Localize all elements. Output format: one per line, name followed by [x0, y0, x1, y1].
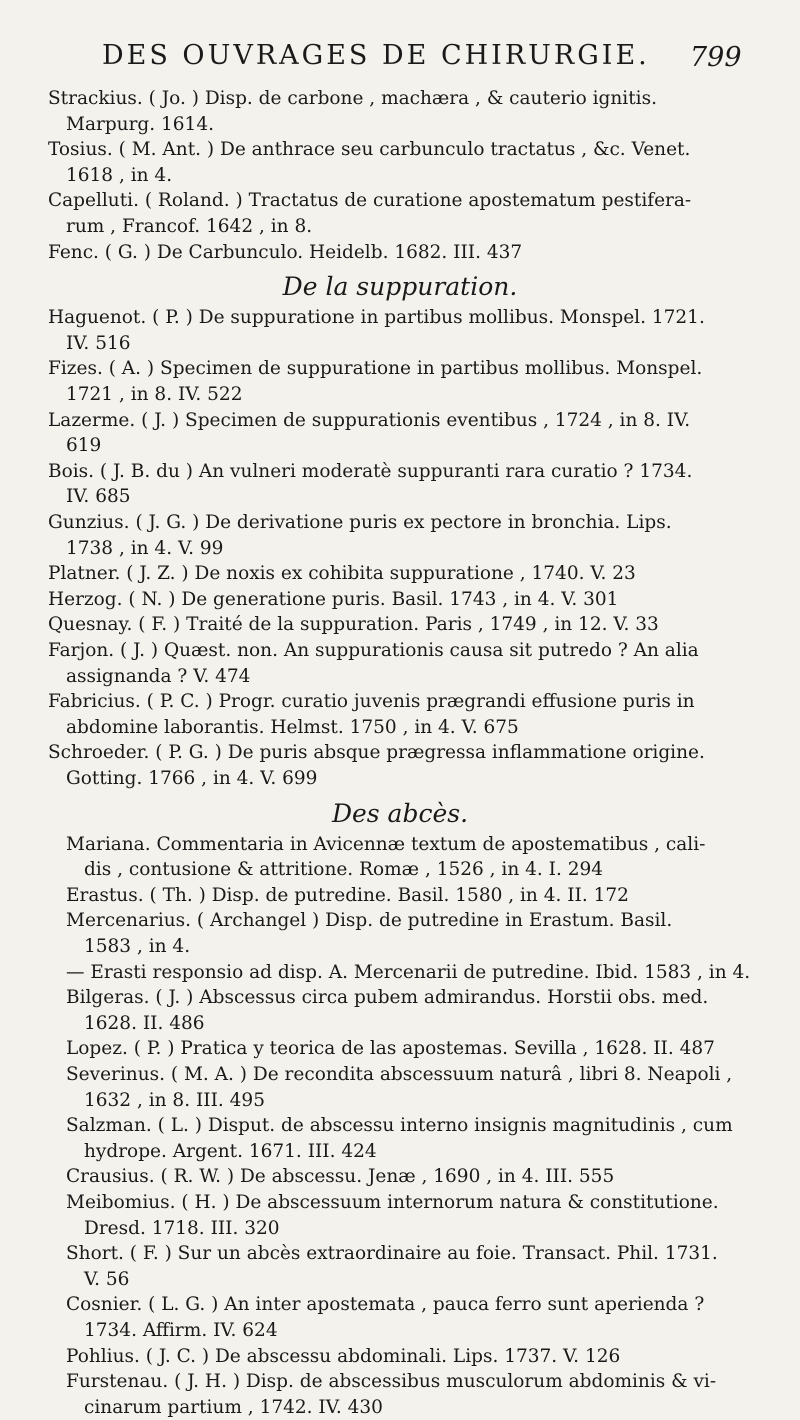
- bibliography-entry: [48, 86, 756, 137]
- bibliography-entry: [66, 883, 756, 909]
- entry-line: Schroeder. ( P. G. ) De puris absque prægressa inflammatione origine.: [48, 742, 705, 764]
- section-heading: De la suppuration.: [282, 272, 518, 302]
- entry-line: 1583 , in 4.: [84, 935, 191, 957]
- entry-line: Quesnay. ( F. ) Traité de la suppuration. Paris , 1749 , in 12. V. 33: [48, 614, 659, 636]
- bibliography-entry: [66, 1062, 756, 1113]
- entry-line: Erastus. ( Th. ) Disp. de putredine. Basil. 1580 , in 4. II. 172: [66, 884, 629, 906]
- entry-line: Tosius. ( M. Ant. ) De anthrace seu carbunculo tractatus , &c. Venet.: [48, 139, 691, 161]
- bibliography-entry: [66, 1036, 756, 1062]
- entry-line: rum , Francof. 1642 , in 8.: [66, 215, 313, 237]
- bibliography-entry: [66, 1241, 756, 1292]
- entry-line: V. 56: [84, 1268, 130, 1290]
- page-header: [0, 40, 800, 80]
- entry-line: Dresd. 1718. III. 320: [84, 1217, 280, 1239]
- bibliography-entry: [66, 1113, 756, 1164]
- entry-line: Furstenau. ( J. H. ) Disp. de abscessibus musculorum abdominis & vi-: [66, 1371, 717, 1393]
- entry-line: Strackius. ( Jo. ) Disp. de carbone , machæra , & cauterio ignitis.: [48, 88, 657, 109]
- entry-line: 1632 , in 8. III. 495: [84, 1089, 265, 1111]
- bibliography-entry: [48, 587, 756, 613]
- entry-line: Meibomius. ( H. ) De abscessuum internorum natura & constitutione.: [66, 1192, 719, 1213]
- entry-line: Salzman. ( L. ) Disput. de abscessu interno insignis magnitudinis , cum: [66, 1115, 733, 1137]
- entry-line: Mariana. Commentaria in Avicennæ textum de apostematibus , cali-: [66, 833, 706, 855]
- bibliography-entry: [66, 1164, 756, 1190]
- entry-line: Severinus. ( M. A. ) De recondita abscessuum naturâ , libri 8. Neapoli ,: [66, 1064, 733, 1085]
- entry-line: Herzog. ( N. ) De generatione puris. Basil. 1743 , in 4. V. 301: [48, 588, 619, 610]
- bibliography-entry: [48, 459, 756, 510]
- entry-line: IV. 685: [66, 486, 131, 508]
- entry-line: 1734. Affirm. IV. 624: [84, 1319, 278, 1341]
- bibliography-entry: [66, 1344, 756, 1370]
- section-heading: Des abcès.: [331, 798, 469, 828]
- bibliography-entry: [48, 740, 756, 791]
- bibliography-entry: [48, 689, 756, 740]
- bibliography-entry: [66, 1190, 756, 1241]
- entry-line: assignanda ? V. 474: [66, 665, 251, 687]
- entry-line: IV. 516: [66, 332, 131, 354]
- bibliography-entry: [48, 561, 756, 587]
- entry-line: 1721 , in 8. IV. 522: [66, 383, 243, 405]
- entry-line: dis , contusione & attritione. Romæ , 1526 , in 4. I. 294: [84, 859, 604, 881]
- entry-line: Bilgeras. ( J. ) Abscessus circa pubem admirandus. Horstii obs. med.: [66, 987, 709, 1009]
- entry-line: Haguenot. ( P. ) De suppuratione in partibus mollibus. Monspel. 1721.: [48, 307, 705, 329]
- entry-line: hydrope. Argent. 1671. III. 424: [84, 1140, 377, 1162]
- bibliography-entry: [66, 960, 756, 986]
- entry-line: Fenc. ( G. ) De Carbunculo. Heidelb. 1682. III. 437: [48, 241, 523, 263]
- entry-line: 1738 , in 4. V. 99: [66, 537, 224, 559]
- entry-line: 1628. II. 486: [84, 1012, 205, 1034]
- bibliography-entry: [66, 985, 756, 1036]
- entry-line: Short. ( F. ) Sur un abcès extraordinaire au foie. Transact. Phil. 1731.: [66, 1243, 718, 1265]
- entry-line: abdomine laborantis. Helmst. 1750 , in 4. V. 675: [66, 716, 519, 738]
- bibliography-entry: [48, 612, 756, 638]
- bibliography-entry: [48, 137, 756, 188]
- bibliography-entry: [66, 832, 756, 883]
- entry-line: — Erasti responsio ad disp. A. Mercenarii de putredine. Ibid. 1583 , in 4.: [66, 961, 751, 983]
- entry-line: 619: [66, 435, 102, 457]
- entry-line: Crausius. ( R. W. ) De abscessu. Jenæ , 1690 , in 4. III. 555: [66, 1166, 615, 1188]
- entry-line: Platner. ( J. Z. ) De noxis ex cohibita suppuratione , 1740. V. 23: [48, 563, 636, 585]
- entry-line: Farjon. ( J. ) Quæst. non. An suppurationis causa sit putredo ? An alia: [48, 640, 699, 661]
- bibliography-entry: [48, 356, 756, 407]
- entry-line: cinarum partium , 1742. IV. 430: [84, 1396, 383, 1418]
- entry-line: Mercenarius. ( Archangel ) Disp. de putredine in Erastum. Basil.: [66, 910, 673, 932]
- entry-line: Fizes. ( A. ) Specimen de suppuratione in partibus mollibus. Monspel.: [48, 358, 703, 380]
- running-title: DES OUVRAGES DE CHIRURGIE.: [102, 40, 650, 71]
- bibliography-entry: [48, 240, 756, 266]
- entry-line: Lazerme. ( J. ) Specimen de suppurationis eventibus , 1724 , in 8. IV.: [48, 409, 691, 431]
- entry-line: Pohlius. ( J. C. ) De abscessu abdominali. Lips. 1737. V. 126: [66, 1345, 621, 1367]
- bibliography-entry: [66, 908, 756, 959]
- bibliography-entry: [48, 408, 756, 459]
- bibliography-entry: [48, 188, 756, 239]
- bibliography-entry: [48, 510, 756, 561]
- entry-line: Marpurg. 1614.: [66, 113, 214, 135]
- bibliography-entry: [48, 638, 756, 689]
- bibliography-entry: [66, 1292, 756, 1343]
- entry-line: Gotting. 1766 , in 4. V. 699: [66, 767, 318, 789]
- entry-line: Bois. ( J. B. du ) An vulneri moderatè suppuranti rara curatio ? 1734.: [48, 460, 693, 482]
- entry-line: Cosnier. ( L. G. ) An inter apostemata , pauca ferro sunt aperienda ?: [66, 1294, 705, 1316]
- entry-line: Capelluti. ( Roland. ) Tractatus de curatione apostematum pestifera-: [48, 190, 692, 212]
- bibliography-entry: [66, 1369, 756, 1420]
- entry-line: 1618 , in 4.: [66, 164, 173, 186]
- entry-line: Gunzius. ( J. G. ) De derivatione puris ex pectore in bronchia. Lips.: [48, 512, 672, 533]
- bibliography-entry: [48, 305, 756, 356]
- page-number: 799: [690, 42, 742, 73]
- entry-line: Lopez. ( P. ) Pratica y teorica de las apostemas. Sevilla , 1628. II. 487: [66, 1038, 715, 1060]
- entry-line: Fabricius. ( P. C. ) Progr. curatio juvenis prægrandi effusione puris in: [48, 691, 695, 713]
